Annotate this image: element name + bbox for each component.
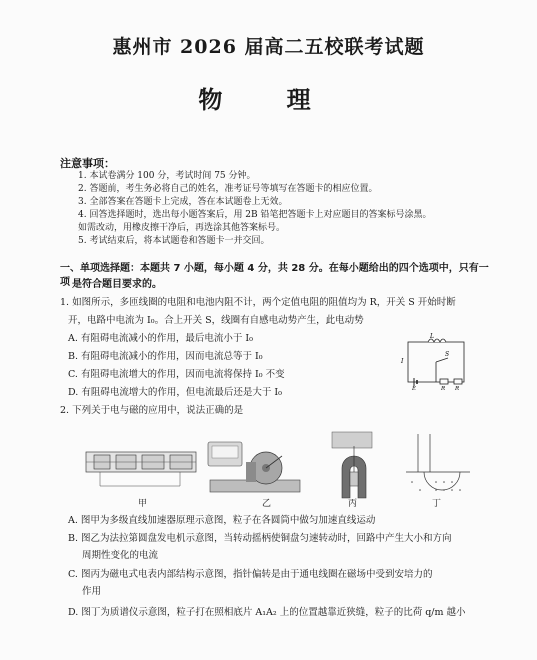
q2-option-c: C. 图丙为磁电式电表内部结构示意图，指针偏转是由于通电线圈在磁场中受到安培力的 [68, 569, 433, 580]
resistor-icon [440, 379, 448, 384]
notice-item: 3. 全部答案在答题卡上完成，答在本试题卷上无效。 [78, 197, 288, 207]
exam-title: 惠州市 2026 届高二五校联考试题 [112, 36, 425, 58]
notice-item: 5. 考试结束后，将本试题卷和答题卡一并交回。 [78, 236, 270, 246]
resistor-label: R [455, 386, 460, 390]
notice-heading: 注意事项： [60, 157, 115, 170]
notice-item: 1. 本试卷满分 100 分，考试时间 75 分钟。 [78, 171, 256, 181]
q2-option-c-cont: 作用 [82, 586, 102, 597]
mass-spectrometer-figure [406, 434, 470, 491]
q2-option-a: A. 图甲为多级直线加速器原理示意图，粒子在各圆筒中做匀加速直线运动 [68, 515, 376, 526]
moving-coil-meter-figure [332, 432, 372, 498]
figure-label: 甲 [138, 499, 148, 509]
q2-option-b: B. 图乙为法拉第圆盘发电机示意图，当转动摇柄使铜盘匀速转动时，回路中产生大小和方向 [68, 533, 452, 544]
figure-label: 丙 [348, 499, 358, 509]
battery-label: E [412, 386, 417, 390]
inductor-label: L [430, 333, 434, 340]
q1-option-a: A. 有阻碍电流减小的作用，最后电流小于 I₀ [68, 333, 253, 344]
linear-accelerator-figure [86, 452, 196, 486]
q1-stem: 1. 如图所示，多匝线圈的电阻和电池内阻不计，两个定值电阻的阻值均为 R，开关 S 开始时断 [60, 297, 456, 308]
notice-item: 2. 答题前，考生务必将自己的姓名，准考证号等填写在答题卡的相应位置。 [78, 184, 378, 194]
resistor-icon [454, 379, 462, 384]
notice-item: 如需改动，用橡皮擦干净后，再选涂其他答案标号。 [78, 223, 286, 233]
q1-stem-cont: 开，电路中电流为 I₀。合上开关 S，线圈有自感电动势产生，此电动势 [68, 315, 364, 326]
resistor-label: R [441, 386, 446, 390]
q1-option-b: B. 有阻碍电流减小的作用，因而电流总等于 I₀ [68, 351, 263, 362]
figure-label: 乙 [262, 499, 272, 509]
circuit-diagram [400, 332, 470, 390]
switch-label: S [445, 351, 450, 358]
q2-stem: 2. 下列关于电与磁的应用中，说法正确的是 [60, 405, 244, 416]
current-label: I [401, 358, 404, 365]
subject-title: 物 理 [198, 85, 339, 114]
faraday-disk-figure [208, 442, 300, 492]
q2-option-d: D. 图丁为质谱仪示意图，粒子打在照相底片 A₁A₂ 上的位置越靠近狭缝，粒子的比荷 q/m 越小 [68, 607, 466, 618]
q2-option-b-cont: 周期性变化的电流 [82, 550, 159, 561]
q1-option-d: D. 有阻碍电流增大的作用，但电流最后还是大于 I₀ [68, 387, 282, 398]
switch-icon [436, 358, 448, 362]
q1-option-c: C. 有阻碍电流增大的作用，因而电流将保持 I₀ 不变 [68, 369, 285, 380]
section-heading-cont: 是符合题目要求的。 [72, 279, 162, 290]
figure-label: 丁 [432, 499, 442, 509]
section-heading: 一、单项选择题：本题共 7 小题，每小题 4 分，共 28 分。在每小题给出的四个选项中，只有一项 [60, 263, 489, 288]
notice-item: 4. 回答选择题时，选出每小题答案后，用 2B 铅笔把答题卡上对应题目的答案标号涂黑。 [78, 210, 432, 220]
